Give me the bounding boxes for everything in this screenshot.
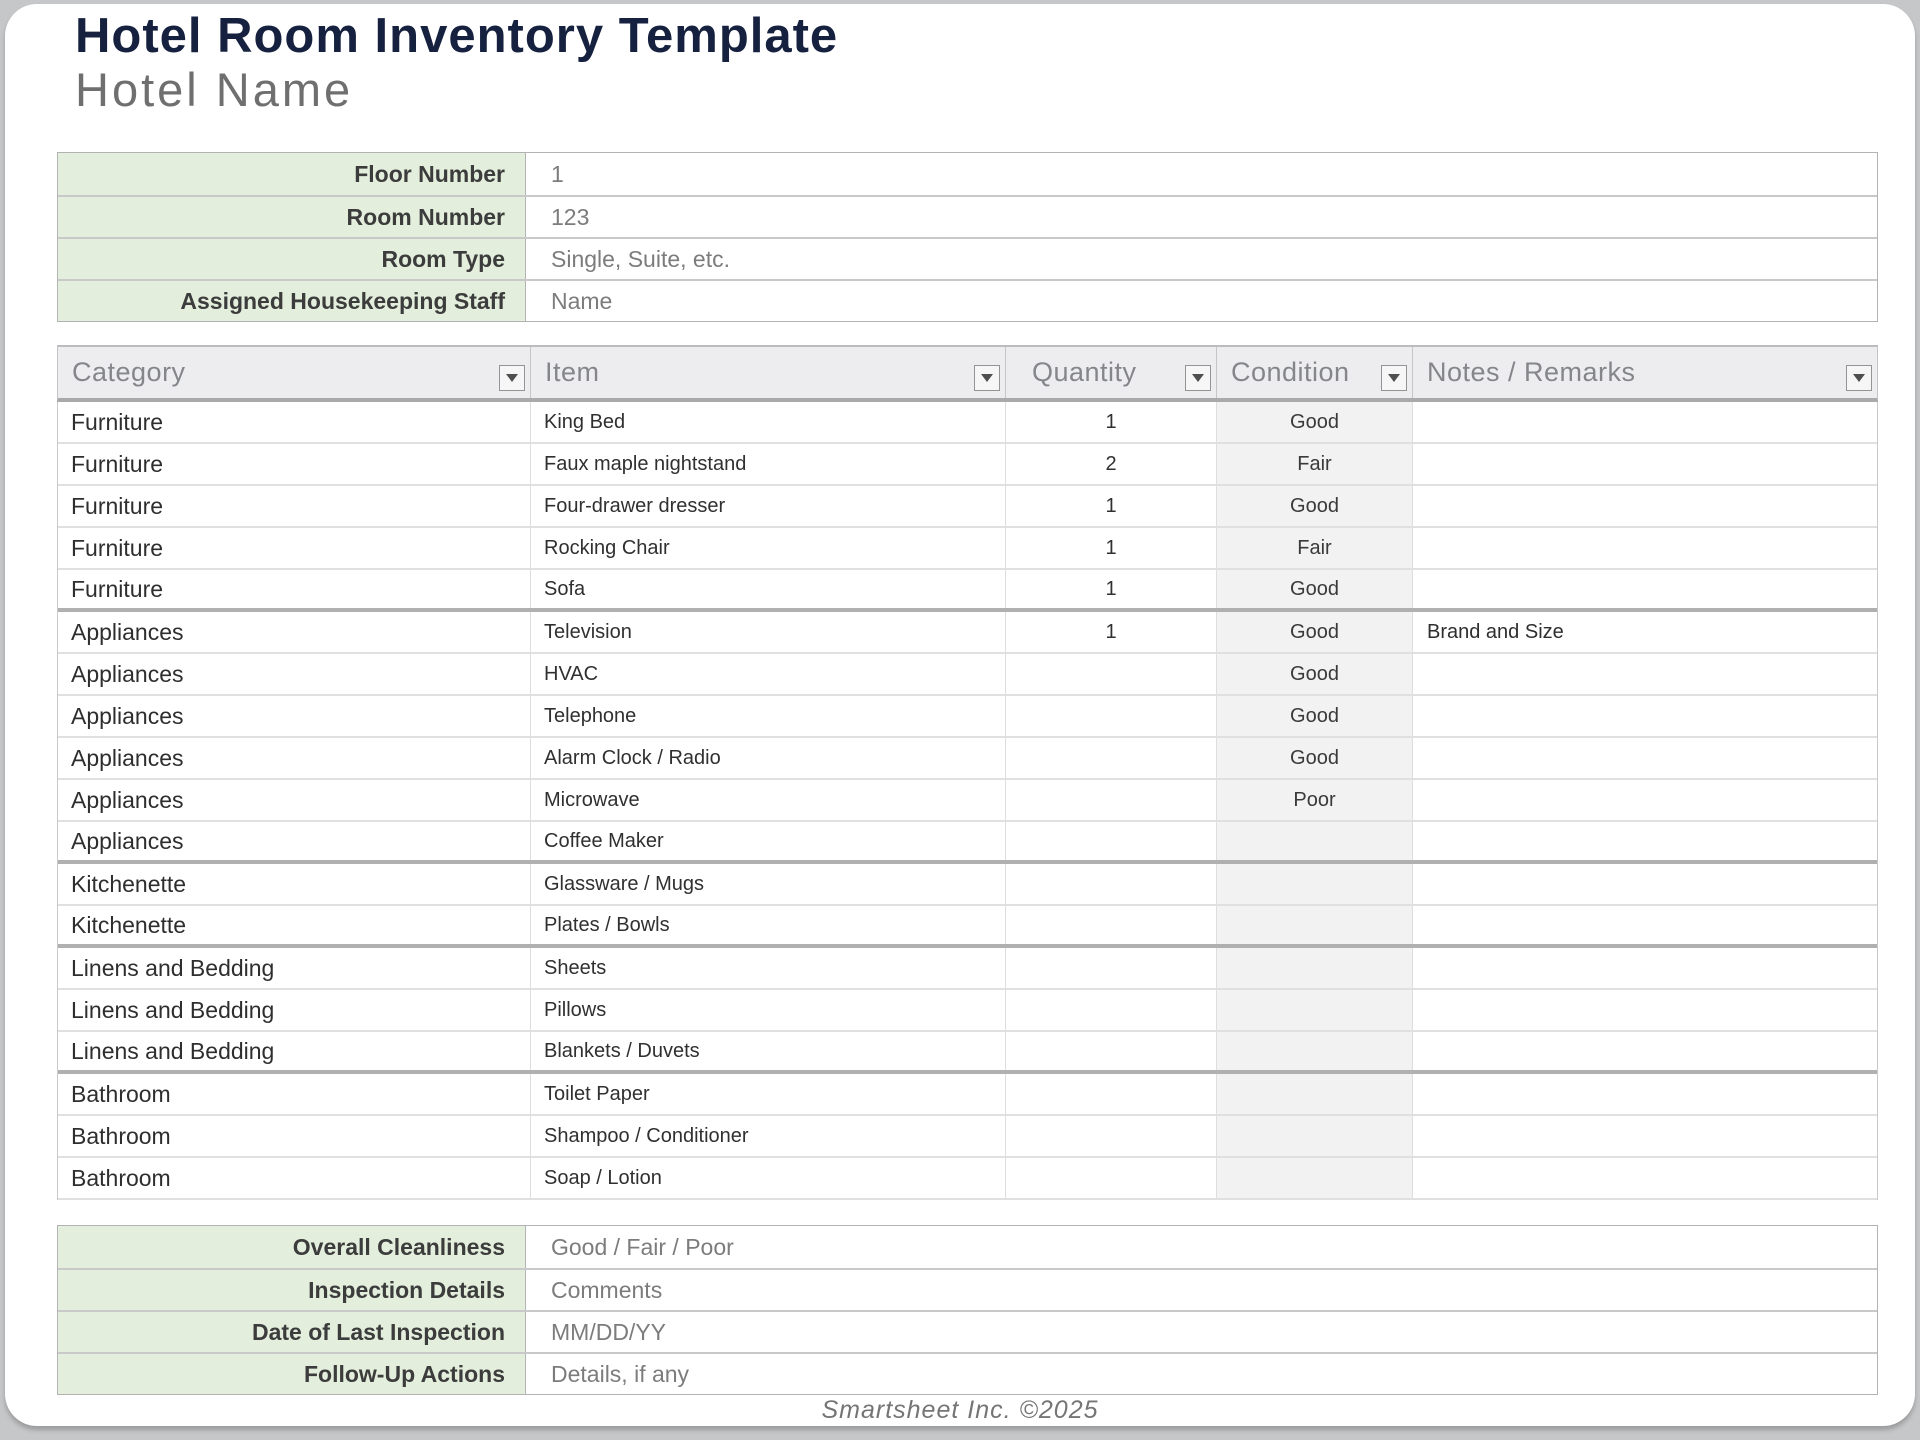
category-cell[interactable]: Furniture bbox=[58, 486, 531, 526]
filter-dropdown-button-notes[interactable] bbox=[1846, 365, 1872, 391]
table-row bbox=[58, 738, 1877, 780]
table-row bbox=[58, 612, 1877, 654]
table-row bbox=[58, 948, 1877, 990]
quantity-cell[interactable]: 1 bbox=[1006, 528, 1217, 568]
category-cell[interactable]: Linens and Bedding bbox=[58, 990, 531, 1030]
quantity-cell[interactable] bbox=[1006, 822, 1217, 860]
condition-cell[interactable]: Good bbox=[1217, 570, 1413, 608]
quantity-cell[interactable] bbox=[1006, 654, 1217, 694]
condition-cell[interactable] bbox=[1217, 1116, 1413, 1156]
notes-cell[interactable] bbox=[1413, 780, 1877, 820]
notes-cell[interactable] bbox=[1413, 906, 1877, 944]
category-cell[interactable]: Appliances bbox=[58, 822, 531, 860]
quantity-cell[interactable]: 1 bbox=[1006, 612, 1217, 652]
category-cell[interactable]: Appliances bbox=[58, 696, 531, 736]
summary-value-cell[interactable]: MM/DD/YY bbox=[526, 1312, 1877, 1352]
condition-cell[interactable]: Good bbox=[1217, 612, 1413, 652]
notes-cell[interactable] bbox=[1413, 822, 1877, 860]
notes-cell[interactable] bbox=[1413, 696, 1877, 736]
category-cell[interactable]: Appliances bbox=[58, 738, 531, 778]
table-row bbox=[58, 780, 1877, 822]
summary-value-cell[interactable]: Details, if any bbox=[526, 1354, 1877, 1394]
info-value-cell[interactable]: Single, Suite, etc. bbox=[526, 239, 1877, 279]
category-cell[interactable]: Furniture bbox=[58, 402, 531, 442]
table-row bbox=[58, 990, 1877, 1032]
category-cell[interactable]: Bathroom bbox=[58, 1158, 531, 1198]
item-cell[interactable]: Faux maple nightstand bbox=[531, 444, 1006, 484]
condition-cell[interactable]: Good bbox=[1217, 696, 1413, 736]
quantity-cell[interactable] bbox=[1006, 696, 1217, 736]
info-value-cell[interactable]: 1 bbox=[526, 153, 1877, 195]
category-cell[interactable]: Furniture bbox=[58, 444, 531, 484]
info-row bbox=[58, 237, 1877, 279]
footer-credit: Smartsheet Inc. ©2025 bbox=[821, 1396, 1099, 1424]
condition-cell[interactable]: Good bbox=[1217, 654, 1413, 694]
notes-cell[interactable] bbox=[1413, 528, 1877, 568]
category-cell[interactable]: Bathroom bbox=[58, 1074, 531, 1114]
column-header-label: Category bbox=[72, 357, 186, 387]
table-row bbox=[58, 906, 1877, 948]
condition-cell[interactable] bbox=[1217, 948, 1413, 988]
condition-cell[interactable] bbox=[1217, 822, 1413, 860]
quantity-cell[interactable] bbox=[1006, 1116, 1217, 1156]
table-row bbox=[58, 402, 1877, 444]
category-cell[interactable]: Furniture bbox=[58, 528, 531, 568]
info-row bbox=[58, 279, 1877, 321]
summary-label: Inspection Details bbox=[58, 1270, 526, 1310]
item-cell[interactable]: Glassware / Mugs bbox=[531, 864, 1006, 904]
condition-cell[interactable] bbox=[1217, 1074, 1413, 1114]
inventory-table-body bbox=[57, 402, 1878, 1200]
column-header-label: Notes / Remarks bbox=[1427, 357, 1636, 387]
filter-dropdown-button-condition[interactable] bbox=[1381, 365, 1407, 391]
notes-cell[interactable] bbox=[1413, 738, 1877, 778]
item-cell[interactable]: Soap / Lotion bbox=[531, 1158, 1006, 1198]
quantity-cell[interactable] bbox=[1006, 864, 1217, 904]
quantity-cell[interactable]: 2 bbox=[1006, 444, 1217, 484]
inventory-table-header bbox=[57, 345, 1878, 402]
table-row bbox=[58, 486, 1877, 528]
table-row bbox=[58, 570, 1877, 612]
table-row bbox=[58, 864, 1877, 906]
summary-label: Date of Last Inspection bbox=[58, 1312, 526, 1352]
category-cell[interactable]: Appliances bbox=[58, 654, 531, 694]
chevron-down-icon bbox=[1192, 374, 1204, 382]
column-header-quantity bbox=[1006, 347, 1217, 398]
table-row bbox=[58, 822, 1877, 864]
column-header-label: Condition bbox=[1231, 357, 1350, 387]
chevron-down-icon bbox=[981, 374, 993, 382]
condition-cell[interactable]: Good bbox=[1217, 738, 1413, 778]
column-header-notes bbox=[1413, 347, 1877, 398]
item-cell[interactable]: Four-drawer dresser bbox=[531, 486, 1006, 526]
filter-dropdown-button-quantity[interactable] bbox=[1185, 365, 1211, 391]
column-header-item bbox=[531, 347, 1006, 398]
info-label: Floor Number bbox=[58, 153, 526, 195]
notes-cell[interactable] bbox=[1413, 1032, 1877, 1070]
table-row bbox=[58, 654, 1877, 696]
info-label: Assigned Housekeeping Staff bbox=[58, 281, 526, 321]
notes-cell[interactable] bbox=[1413, 654, 1877, 694]
table-row bbox=[58, 1074, 1877, 1116]
chevron-down-icon bbox=[1388, 374, 1400, 382]
quantity-cell[interactable]: 1 bbox=[1006, 486, 1217, 526]
notes-cell[interactable] bbox=[1413, 948, 1877, 988]
table-row bbox=[58, 1032, 1877, 1074]
category-cell[interactable]: Appliances bbox=[58, 612, 531, 652]
item-cell[interactable]: Plates / Bowls bbox=[531, 906, 1006, 944]
notes-cell[interactable] bbox=[1413, 1158, 1877, 1198]
quantity-cell[interactable] bbox=[1006, 1158, 1217, 1198]
summary-value-cell[interactable]: Comments bbox=[526, 1270, 1877, 1310]
table-row bbox=[58, 1158, 1877, 1200]
category-cell[interactable]: Linens and Bedding bbox=[58, 1032, 531, 1070]
quantity-cell[interactable] bbox=[1006, 990, 1217, 1030]
notes-cell[interactable]: Brand and Size bbox=[1427, 620, 1564, 643]
quantity-cell[interactable] bbox=[1006, 738, 1217, 778]
quantity-cell[interactable]: 1 bbox=[1006, 402, 1217, 442]
category-cell[interactable]: Kitchenette bbox=[58, 864, 531, 904]
notes-cell[interactable] bbox=[1413, 1116, 1877, 1156]
item-cell[interactable]: King Bed bbox=[531, 402, 1006, 442]
table-row bbox=[58, 696, 1877, 738]
item-cell[interactable]: HVAC bbox=[531, 654, 1006, 694]
item-cell[interactable]: Blankets / Duvets bbox=[531, 1032, 1006, 1070]
condition-cell[interactable] bbox=[1217, 1158, 1413, 1198]
notes-cell[interactable] bbox=[1413, 402, 1877, 442]
chevron-down-icon bbox=[506, 374, 518, 382]
quantity-cell[interactable] bbox=[1006, 780, 1217, 820]
condition-cell[interactable]: Good bbox=[1217, 486, 1413, 526]
table-row bbox=[58, 528, 1877, 570]
category-cell[interactable]: Appliances bbox=[58, 780, 531, 820]
column-header-condition bbox=[1217, 347, 1413, 398]
summary-row bbox=[58, 1352, 1877, 1394]
quantity-cell[interactable] bbox=[1006, 948, 1217, 988]
condition-cell[interactable] bbox=[1217, 1032, 1413, 1070]
column-header-label: Quantity bbox=[1032, 357, 1137, 387]
category-cell[interactable]: Furniture bbox=[58, 570, 531, 608]
hotel-name: Hotel Name bbox=[75, 63, 354, 116]
notes-cell[interactable] bbox=[1413, 486, 1877, 526]
summary-row bbox=[58, 1226, 1877, 1268]
summary-label: Follow-Up Actions bbox=[58, 1354, 526, 1394]
quantity-cell[interactable] bbox=[1006, 906, 1217, 944]
condition-cell[interactable] bbox=[1217, 864, 1413, 904]
item-cell[interactable]: Telephone bbox=[531, 696, 1006, 736]
item-cell[interactable]: Pillows bbox=[531, 990, 1006, 1030]
inspection-summary-table bbox=[57, 1225, 1878, 1395]
summary-row bbox=[58, 1268, 1877, 1310]
summary-label: Overall Cleanliness bbox=[58, 1226, 526, 1268]
item-cell[interactable]: Television bbox=[531, 612, 1006, 652]
info-row bbox=[58, 153, 1877, 195]
item-cell[interactable]: Coffee Maker bbox=[531, 822, 1006, 860]
table-row bbox=[58, 444, 1877, 486]
item-cell[interactable]: Sheets bbox=[531, 948, 1006, 988]
info-label: Room Type bbox=[58, 239, 526, 279]
condition-cell[interactable] bbox=[1217, 906, 1413, 944]
item-cell[interactable]: Microwave bbox=[531, 780, 1006, 820]
item-cell[interactable]: Sofa bbox=[531, 570, 1006, 608]
filter-dropdown-button-item[interactable] bbox=[974, 365, 1000, 391]
column-header-category bbox=[58, 347, 531, 398]
info-value-cell[interactable]: 123 bbox=[526, 197, 1877, 237]
condition-cell[interactable]: Poor bbox=[1217, 780, 1413, 820]
info-row bbox=[58, 195, 1877, 237]
item-cell[interactable]: Alarm Clock / Radio bbox=[531, 738, 1006, 778]
info-value-cell[interactable]: Name bbox=[526, 281, 1877, 321]
notes-cell[interactable] bbox=[1413, 864, 1877, 904]
notes-cell[interactable] bbox=[1413, 444, 1877, 484]
filter-dropdown-button-category[interactable] bbox=[499, 365, 525, 391]
notes-cell[interactable] bbox=[1413, 570, 1877, 608]
condition-cell[interactable]: Fair bbox=[1217, 528, 1413, 568]
chevron-down-icon bbox=[1853, 374, 1865, 382]
room-info-table bbox=[57, 152, 1878, 322]
notes-cell[interactable] bbox=[1413, 1074, 1877, 1114]
page-title: Hotel Room Inventory Template bbox=[75, 9, 839, 63]
quantity-cell[interactable] bbox=[1006, 1032, 1217, 1070]
column-header-label: Item bbox=[545, 357, 600, 387]
condition-cell[interactable]: Fair bbox=[1217, 444, 1413, 484]
inventory-table bbox=[57, 345, 1878, 1200]
category-cell[interactable]: Linens and Bedding bbox=[58, 948, 531, 988]
quantity-cell[interactable] bbox=[1006, 1074, 1217, 1114]
notes-cell[interactable] bbox=[1413, 990, 1877, 1030]
item-cell[interactable]: Toilet Paper bbox=[531, 1074, 1006, 1114]
summary-value-cell[interactable]: Good / Fair / Poor bbox=[526, 1226, 1877, 1268]
table-row bbox=[58, 1116, 1877, 1158]
item-cell[interactable]: Shampoo / Conditioner bbox=[531, 1116, 1006, 1156]
condition-cell[interactable] bbox=[1217, 990, 1413, 1030]
summary-row bbox=[58, 1310, 1877, 1352]
quantity-cell[interactable]: 1 bbox=[1006, 570, 1217, 608]
category-cell[interactable]: Kitchenette bbox=[58, 906, 531, 944]
item-cell[interactable]: Rocking Chair bbox=[531, 528, 1006, 568]
condition-cell[interactable]: Good bbox=[1217, 402, 1413, 442]
document-page bbox=[5, 4, 1915, 1426]
category-cell[interactable]: Bathroom bbox=[58, 1116, 531, 1156]
info-label: Room Number bbox=[58, 197, 526, 237]
